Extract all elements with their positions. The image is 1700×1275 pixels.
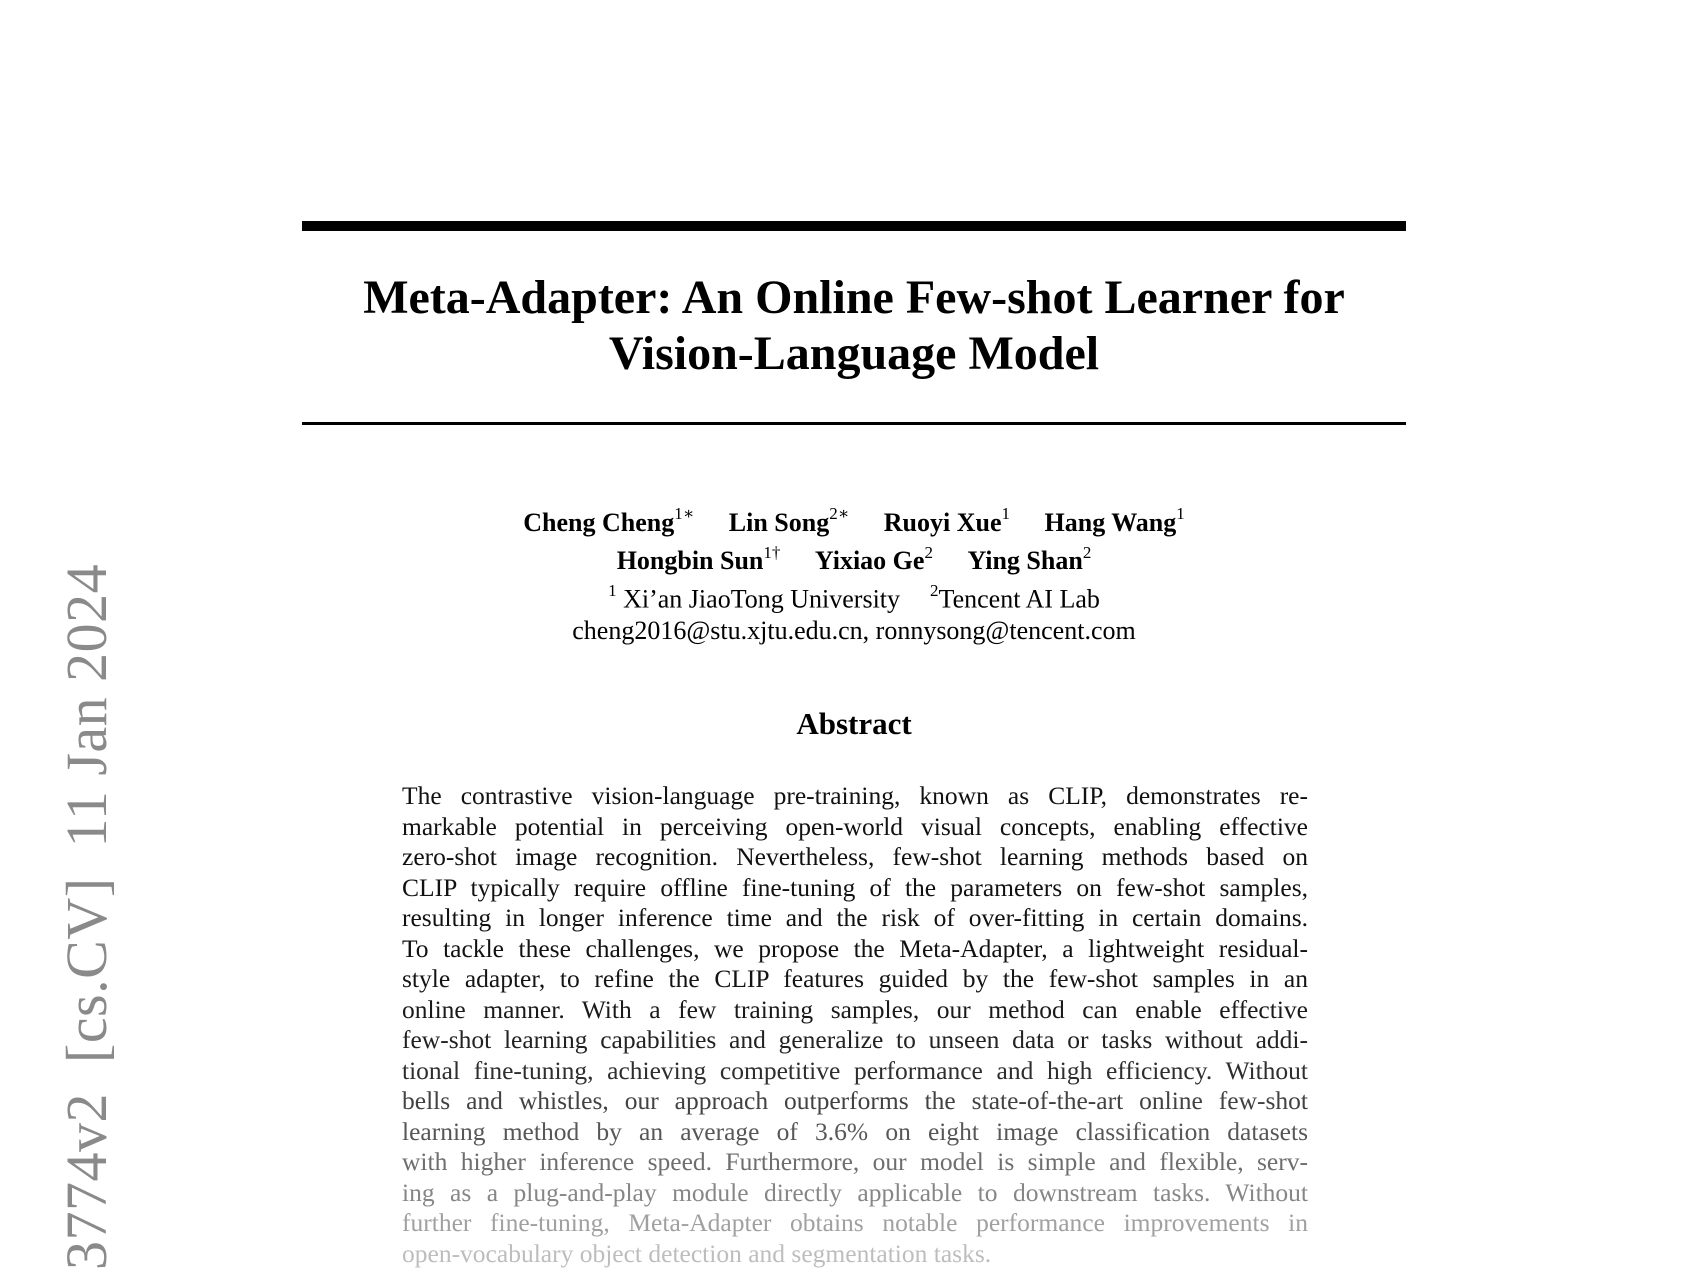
paper-title-line-1: Meta-Adapter: An Online Few-shot Learner for [363, 271, 1345, 324]
abstract-line: learning method by an average of 3.6% on eight image classification datasets [402, 1116, 1308, 1146]
affiliations [302, 577, 1406, 615]
title-bottom-rule [302, 422, 1406, 425]
abstract-line: style adapter, to refine the CLIP features guided by the few-shot samples in an [402, 964, 1308, 993]
abstract-line: ing as a plug-and-play module directly applicable to downstream tasks. Without [402, 1177, 1308, 1207]
arxiv-identifier-stamp: 3774v2 [cs.CV] 11 Jan 2024 [54, 563, 119, 1270]
abstract-line: CLIP typically require offline fine-tuning of the parameters on few-shot samples, [402, 872, 1308, 902]
affiliation-marker: 2 [930, 581, 939, 601]
abstract-line: online manner. With a few training samples, our method can enable effective [402, 994, 1308, 1024]
author-emails: cheng2016@stu.xjtu.edu.cn, ronnysong@tencent.com [572, 615, 1136, 645]
author-name: Hongbin Sun$^{1\dagger}$ [616, 542, 781, 576]
affiliation-name: Tencent AI Lab [938, 584, 1100, 614]
author-name: Hang Wang$^1$ [1044, 504, 1185, 537]
paper-title-line-2: Vision-Language Model [608, 327, 1100, 380]
author-name: Ying Shan$^2$ [967, 542, 1092, 576]
abstract-line: The contrastive vision-language pre-training, known as CLIP, demonstrates re- [402, 781, 1308, 810]
abstract-line: bells and whistles, our approach outperforms the state-of-the-art online few-shot [402, 1086, 1308, 1115]
abstract-line: open-vocabulary object detection and segmentation tasks. [402, 1238, 992, 1268]
author-name: Lin Song$^{2∗}$ [728, 504, 850, 537]
abstract-line: markable potential in perceiving open-world visual concepts, enabling effective [402, 811, 1308, 841]
author-name: Yixiao Ge$^2$ [814, 542, 933, 576]
abstract-line: To tackle these challenges, we propose the Meta-Adapter, a lightweight residual- [402, 933, 1308, 963]
author-row-2 [302, 539, 1406, 578]
abstract-body [402, 781, 1308, 1269]
abstract-heading: Abstract [796, 706, 912, 741]
author-name: Ruoyi Xue$^1$ [883, 504, 1011, 537]
abstract-line: tional fine-tuning, achieving competitive performance and high efficiency. Without [402, 1055, 1308, 1085]
abstract-line: with higher inference speed. Furthermore, our model is simple and flexible, serv- [402, 1147, 1308, 1176]
author-row-1 [302, 500, 1406, 539]
abstract-line: few-shot learning capabilities and generalize to unseen data or tasks without addi- [402, 1025, 1308, 1054]
abstract-line: resulting in longer inference time and the risk of over-fitting in certain domains. [402, 903, 1308, 932]
title-top-rule [302, 221, 1406, 231]
paper-title [302, 270, 1406, 382]
author-name: Cheng Cheng$^{1∗}$ [523, 504, 695, 537]
abstract-line: zero-shot image recognition. Nevertheless, few-shot learning methods based on [402, 842, 1308, 871]
abstract-line: further fine-tuning, Meta-Adapter obtains notable performance improvements in [402, 1208, 1308, 1237]
author-block [302, 500, 1406, 646]
affiliation-marker: 1 [608, 581, 617, 601]
affiliation-name: Xi’an JiaoTong University [616, 584, 901, 614]
